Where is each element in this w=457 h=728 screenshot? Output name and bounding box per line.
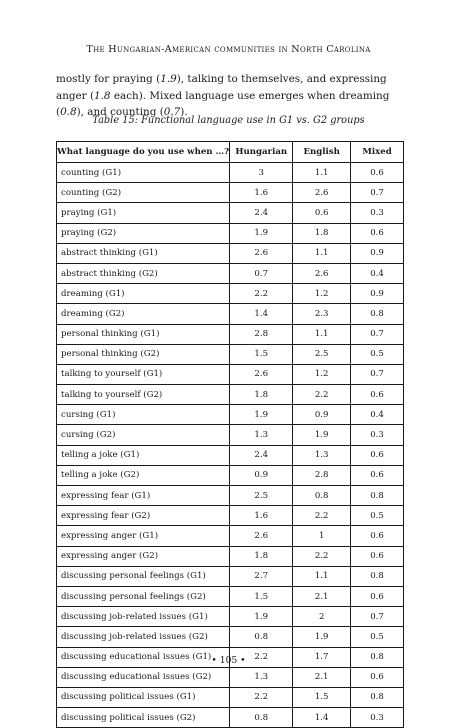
english-cell: 2.6 xyxy=(293,263,351,283)
row-label-cell: personal thinking (G1) xyxy=(57,324,230,344)
mixed-cell: 0.5 xyxy=(351,627,404,647)
running-head: The Hungarian-American communities in North Carolina xyxy=(86,44,371,55)
english-cell: 1.4 xyxy=(293,708,351,728)
row-label-cell: discussing job-related issues (G1) xyxy=(57,607,230,627)
english-cell: 2.6 xyxy=(293,183,351,203)
english-cell: 1.8 xyxy=(293,223,351,243)
hungarian-cell: 1.4 xyxy=(230,304,293,324)
hungarian-cell: 1.6 xyxy=(230,506,293,526)
table-row xyxy=(57,667,404,687)
row-label-cell: dreaming (G2) xyxy=(57,304,230,324)
row-label-cell: counting (G1) xyxy=(57,163,230,183)
english-cell: 1.1 xyxy=(293,566,351,586)
english-cell: 1.2 xyxy=(293,284,351,304)
english-cell: 1.1 xyxy=(293,324,351,344)
hungarian-cell: 2.7 xyxy=(230,566,293,586)
mixed-cell: 0.6 xyxy=(351,586,404,606)
table-row xyxy=(57,405,404,425)
row-label-cell: expressing anger (G2) xyxy=(57,546,230,566)
hungarian-cell: 1.9 xyxy=(230,223,293,243)
mixed-cell: 0.9 xyxy=(351,243,404,263)
row-label-cell: discussing job-related issues (G2) xyxy=(57,627,230,647)
row-label-cell: praying (G1) xyxy=(57,203,230,223)
english-cell: 1.2 xyxy=(293,364,351,384)
column-header-question: What language do you use when …? xyxy=(57,142,230,163)
row-label-cell: expressing fear (G1) xyxy=(57,486,230,506)
hungarian-cell: 2.2 xyxy=(230,687,293,707)
row-label-cell: discussing political issues (G2) xyxy=(57,708,230,728)
mixed-cell: 0.8 xyxy=(351,687,404,707)
mixed-cell: 0.8 xyxy=(351,304,404,324)
english-cell: 1.7 xyxy=(293,647,351,667)
mixed-cell: 0.4 xyxy=(351,405,404,425)
row-label-cell: abstract thinking (G2) xyxy=(57,263,230,283)
hungarian-cell: 3 xyxy=(230,163,293,183)
value-dreaming: 0.8 xyxy=(60,106,77,118)
english-cell: 0.8 xyxy=(293,486,351,506)
mixed-cell: 0.6 xyxy=(351,465,404,485)
table-row xyxy=(57,203,404,223)
hungarian-cell: 2.8 xyxy=(230,324,293,344)
mixed-cell: 0.6 xyxy=(351,223,404,243)
hungarian-cell: 1.9 xyxy=(230,607,293,627)
mixed-cell: 0.6 xyxy=(351,163,404,183)
value-praying: 1.9 xyxy=(160,73,177,85)
table-row xyxy=(57,243,404,263)
hungarian-cell: 1.5 xyxy=(230,344,293,364)
row-label-cell: dreaming (G1) xyxy=(57,284,230,304)
table-row xyxy=(57,263,404,283)
table-row xyxy=(57,445,404,465)
table-row xyxy=(57,385,404,405)
row-label-cell: talking to yourself (G2) xyxy=(57,385,230,405)
english-cell: 1.1 xyxy=(293,243,351,263)
table-row xyxy=(57,546,404,566)
table-row xyxy=(57,284,404,304)
mixed-cell: 0.6 xyxy=(351,546,404,566)
row-label-cell: discussing educational issues (G2) xyxy=(57,667,230,687)
mixed-cell: 0.8 xyxy=(351,566,404,586)
row-label-cell: cursing (G1) xyxy=(57,405,230,425)
table-row xyxy=(57,586,404,606)
english-cell: 1 xyxy=(293,526,351,546)
hungarian-cell: 2.5 xyxy=(230,486,293,506)
hungarian-cell: 1.3 xyxy=(230,425,293,445)
table-row xyxy=(57,486,404,506)
mixed-cell: 0.5 xyxy=(351,344,404,364)
hungarian-cell: 2.6 xyxy=(230,243,293,263)
table-row xyxy=(57,163,404,183)
text-segment: mostly for praying ( xyxy=(56,73,161,85)
mixed-cell: 0.6 xyxy=(351,385,404,405)
hungarian-cell: 1.9 xyxy=(230,405,293,425)
page-number: • 105 • xyxy=(211,655,246,666)
text-segment: ), and counting ( xyxy=(76,106,164,118)
hungarian-cell: 1.8 xyxy=(230,385,293,405)
english-cell: 2.8 xyxy=(293,465,351,485)
row-label-cell: cursing (G2) xyxy=(57,425,230,445)
table-row xyxy=(57,627,404,647)
row-label-cell: discussing personal feelings (G1) xyxy=(57,566,230,586)
mixed-cell: 0.6 xyxy=(351,445,404,465)
english-cell: 1.3 xyxy=(293,445,351,465)
hungarian-cell: 0.8 xyxy=(230,627,293,647)
table-row xyxy=(57,425,404,445)
row-label-cell: praying (G2) xyxy=(57,223,230,243)
hungarian-cell: 1.8 xyxy=(230,546,293,566)
english-cell: 2.2 xyxy=(293,506,351,526)
english-cell: 1.9 xyxy=(293,425,351,445)
table-row xyxy=(57,344,404,364)
hungarian-cell: 2.4 xyxy=(230,203,293,223)
mixed-cell: 0.7 xyxy=(351,183,404,203)
table-header-row xyxy=(57,142,404,163)
english-cell: 2.2 xyxy=(293,546,351,566)
hungarian-cell: 0.7 xyxy=(230,263,293,283)
row-label-cell: discussing personal feelings (G2) xyxy=(57,586,230,606)
hungarian-cell: 2.2 xyxy=(230,647,293,667)
hungarian-cell: 2.6 xyxy=(230,364,293,384)
body-paragraph xyxy=(56,71,406,121)
row-label-cell: talking to yourself (G1) xyxy=(57,364,230,384)
english-cell: 2.3 xyxy=(293,304,351,324)
table-row xyxy=(57,566,404,586)
english-cell: 2.5 xyxy=(293,344,351,364)
mixed-cell: 0.7 xyxy=(351,364,404,384)
hungarian-cell: 2.6 xyxy=(230,526,293,546)
mixed-cell: 0.5 xyxy=(351,506,404,526)
column-header-english: English xyxy=(293,142,351,163)
mixed-cell: 0.9 xyxy=(351,284,404,304)
english-cell: 0.6 xyxy=(293,203,351,223)
table-row xyxy=(57,465,404,485)
english-cell: 2.2 xyxy=(293,385,351,405)
table-row xyxy=(57,183,404,203)
mixed-cell: 0.6 xyxy=(351,667,404,687)
row-label-cell: discussing political issues (G1) xyxy=(57,687,230,707)
hungarian-cell: 1.3 xyxy=(230,667,293,687)
row-label-cell: telling a joke (G1) xyxy=(57,445,230,465)
table-row xyxy=(57,526,404,546)
table-caption: Table 15: Functional language use in G1 vs. G2 groups xyxy=(92,115,365,126)
english-cell: 2.1 xyxy=(293,586,351,606)
mixed-cell: 0.7 xyxy=(351,324,404,344)
hungarian-cell: 0.8 xyxy=(230,708,293,728)
hungarian-cell: 1.5 xyxy=(230,586,293,606)
row-label-cell: counting (G2) xyxy=(57,183,230,203)
table-row xyxy=(57,506,404,526)
hungarian-cell: 0.9 xyxy=(230,465,293,485)
mixed-cell: 0.8 xyxy=(351,486,404,506)
english-cell: 1.1 xyxy=(293,163,351,183)
language-use-table xyxy=(56,141,404,728)
hungarian-cell: 2.2 xyxy=(230,284,293,304)
hungarian-cell: 2.4 xyxy=(230,445,293,465)
row-label-cell: discussing educational issues (G1) xyxy=(57,647,230,667)
value-counting: 0.7 xyxy=(163,106,181,118)
mixed-cell: 0.3 xyxy=(351,708,404,728)
text-segment: each). Mixed language use emerges when dreaming ( xyxy=(56,89,390,118)
hungarian-cell: 1.6 xyxy=(230,183,293,203)
row-label-cell: abstract thinking (G1) xyxy=(57,243,230,263)
english-cell: 2.1 xyxy=(293,667,351,687)
english-cell: 0.9 xyxy=(293,405,351,425)
column-header-mixed: Mixed xyxy=(351,142,404,163)
row-label-cell: expressing anger (G1) xyxy=(57,526,230,546)
row-label-cell: telling a joke (G2) xyxy=(57,465,230,485)
table-row xyxy=(57,223,404,243)
text-segment: ). xyxy=(180,106,188,118)
mixed-cell: 0.3 xyxy=(351,425,404,445)
mixed-cell: 0.4 xyxy=(351,263,404,283)
value-anger: 1.8 xyxy=(94,89,111,102)
mixed-cell: 0.7 xyxy=(351,607,404,627)
english-cell: 1.5 xyxy=(293,687,351,707)
mixed-cell: 0.3 xyxy=(351,203,404,223)
english-cell: 1.9 xyxy=(293,627,351,647)
table-row xyxy=(57,324,404,344)
table-row xyxy=(57,304,404,324)
column-header-hungarian: Hungarian xyxy=(230,142,293,163)
text-segment: ), talking to themselves, and expressing anger ( xyxy=(56,73,387,102)
mixed-cell: 0.6 xyxy=(351,526,404,546)
row-label-cell: personal thinking (G2) xyxy=(57,344,230,364)
row-label-cell: expressing fear (G2) xyxy=(57,506,230,526)
table-row xyxy=(57,364,404,384)
table-row xyxy=(57,607,404,627)
english-cell: 2 xyxy=(293,607,351,627)
table-row xyxy=(57,687,404,707)
mixed-cell: 0.8 xyxy=(351,647,404,667)
table-body xyxy=(57,163,404,728)
table-row xyxy=(57,708,404,728)
